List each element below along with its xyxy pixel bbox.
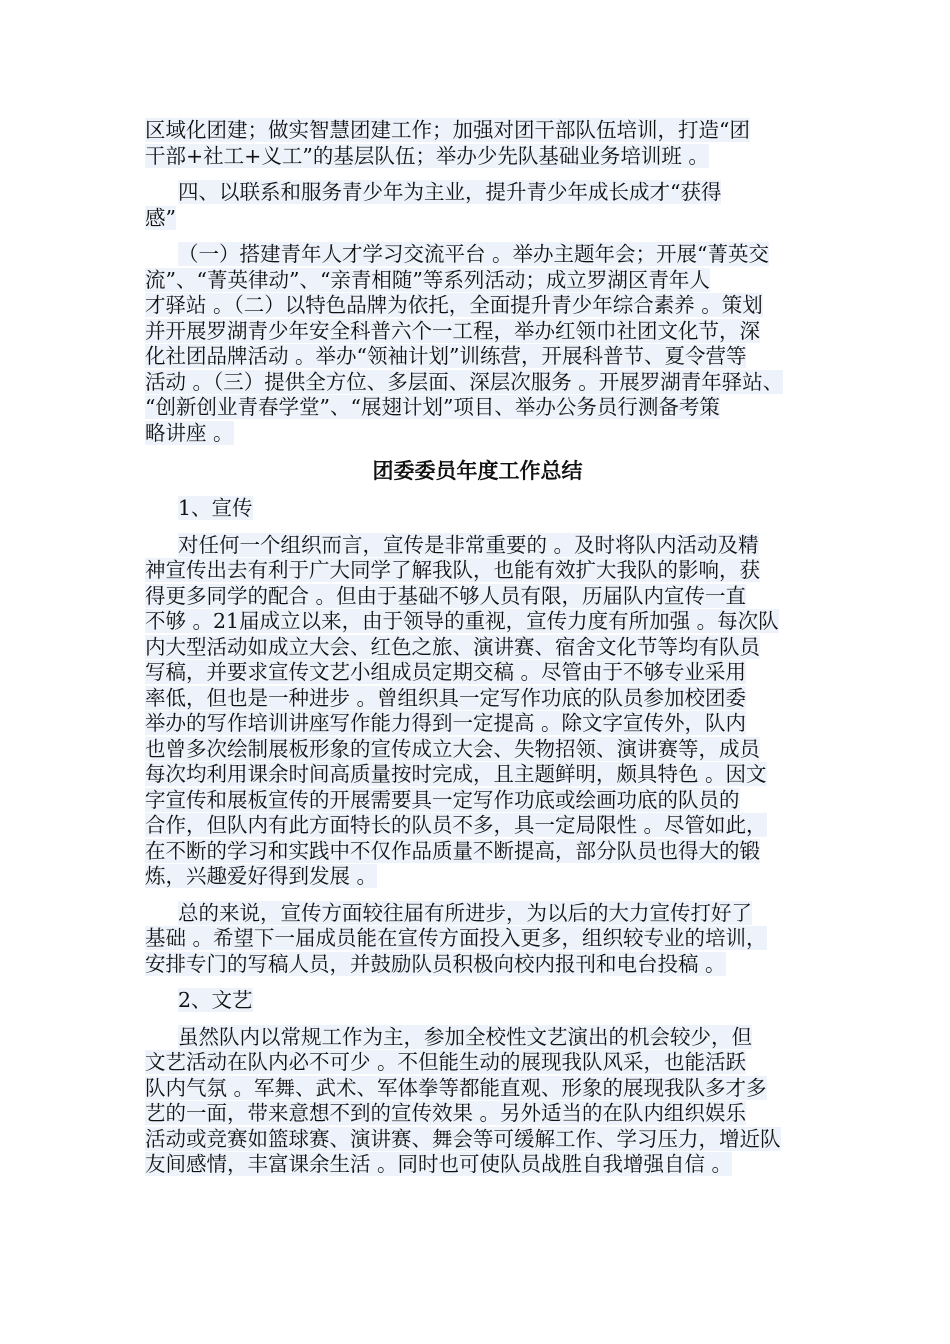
paragraph (145, 242, 810, 446)
paragraph (145, 180, 810, 231)
text-line-content: 队内气氛 。军舞、武术、军体拳等都能直观、形象的展现我队多才多 (145, 1075, 767, 1100)
paragraph-gap (145, 446, 810, 457)
text-line-content: 友间感情，丰富课余生活 。同时也可使队员战胜自我增强自信 。 (145, 1152, 733, 1176)
text-line-content: （一）搭建青年人才学习交流平台 。举办主题年会；开展“菁英交 (178, 242, 769, 266)
document-body (145, 118, 810, 1178)
text-line-content: 虽然队内以常规工作为主，参加全校性文艺演出的机会较少，但 (178, 1024, 752, 1049)
text-line (145, 421, 810, 447)
text-line (145, 370, 810, 396)
text-line-content: 总的来说，宣传方面较往届有所进步，为以后的大力宣传打好了 (178, 900, 752, 925)
text-line (145, 180, 810, 206)
text-line-content: 合作，但队内有此方面特长的队员不多，具一定局限性 。尽管如此， (145, 813, 767, 837)
text-line (145, 1025, 810, 1051)
text-line-content: 举办的写作培训讲座写作能力得到一定提高 。除文字宣传外，队内 (145, 711, 747, 735)
text-line-content: 区域化团建；做实智慧团建工作；加强对团干部队伍培训，打造“团 (145, 118, 750, 142)
text-line-content: 干部+社工+义工”的基层队伍；举办少先队基础业务培训班 。 (145, 143, 709, 168)
section-title: 团委委员年度工作总结 (372, 459, 583, 483)
text-line (145, 660, 810, 686)
text-line (145, 813, 810, 839)
text-line (145, 144, 810, 170)
paragraph (145, 1025, 810, 1178)
text-line-content: 字宣传和展板宣传的开展需要具一定写作功底或绘画功底的队员的 (145, 787, 740, 812)
text-line (145, 584, 810, 610)
text-line-content: 并开展罗湖青少年安全科普六个一工程，举办红领巾社团文化节，深 (145, 318, 760, 343)
paragraph-gap (145, 485, 810, 496)
text-line (145, 242, 810, 268)
text-line (145, 558, 810, 584)
paragraph (145, 496, 810, 522)
text-line (145, 1050, 810, 1076)
text-line-content: 才驿站 。（二）以特色品牌为依托，全面提升青少年综合素养 。策划 (145, 293, 763, 317)
text-line (145, 319, 810, 345)
text-line-content: 炼，兴趣爱好得到发展 。 (145, 864, 378, 888)
paragraph (145, 901, 810, 978)
text-line (145, 737, 810, 763)
text-line-content: 不够 。21届成立以来，由于领导的重视，宣传力度有所加强 。每次队 (145, 609, 779, 633)
text-line (145, 635, 810, 661)
text-line-content: 也曾多次绘制展板形象的宣传成立大会、失物招领、演讲赛等，成员 (145, 736, 760, 761)
text-line (145, 268, 810, 294)
text-line (145, 206, 810, 232)
text-line (145, 711, 810, 737)
text-line (145, 901, 810, 927)
text-line-content: 神宣传出去有利于广大同学了解我队，也能有效扩大我队的影响，获 (145, 558, 760, 582)
text-line (145, 496, 810, 522)
text-line-content: 基础 。希望下一届成员能在宣传方面投入更多，组织较专业的培训， (145, 926, 767, 950)
text-line (145, 533, 810, 559)
text-line (145, 788, 810, 814)
text-line-content: 文艺活动在队内必不可少 。不但能生动的展现我队风采，也能活跃 (145, 1050, 747, 1074)
paragraph (145, 118, 810, 169)
text-line-content: 每次均利用课余时间高质量按时完成，且主题鲜明，颇具特色 。因文 (145, 762, 767, 786)
text-line-content: 在不断的学习和实践中不仅作品质量不断提高，部分队员也得大的锻 (145, 838, 760, 863)
text-line (145, 1127, 810, 1153)
text-line-content: “创新创业青春学堂”、“展翅计划”项目、举办公务员行测备考策 (145, 395, 720, 419)
text-line (145, 1152, 810, 1178)
text-line (145, 344, 810, 370)
text-line-content: 略讲座 。 (145, 420, 234, 445)
paragraph-gap (145, 1014, 810, 1025)
text-line-content: 2、文艺 (178, 988, 253, 1012)
text-line (145, 118, 810, 144)
paragraph-gap (145, 231, 810, 242)
paragraph-gap (145, 169, 810, 180)
paragraph-gap (145, 977, 810, 988)
paragraph (145, 533, 810, 890)
text-line-content: 安排专门的写稿人员，并鼓励队员积极向校内报刊和电台投稿 。 (145, 951, 726, 976)
text-line (145, 926, 810, 952)
text-line (145, 864, 810, 890)
text-line-content: 活动或竞赛如篮球赛、演讲赛、舞会等可缓解工作、学习压力，增近队 (145, 1126, 781, 1151)
text-line (145, 988, 810, 1014)
text-line (145, 395, 810, 421)
text-line (145, 952, 810, 978)
paragraph (145, 988, 810, 1014)
text-line-content: 四、以联系和服务青少年为主业，提升青少年成长成才“获得 (178, 180, 722, 204)
text-line (145, 293, 810, 319)
text-line-content: 率低，但也是一种进步 。曾组织具一定写作功底的队员参加校团委 (145, 685, 747, 710)
text-line (145, 762, 810, 788)
text-line (145, 1101, 810, 1127)
text-line (145, 686, 810, 712)
paragraph-gap (145, 522, 810, 533)
text-line (145, 1076, 810, 1102)
text-line-content: 写稿，并要求宣传文艺小组成员定期交稿 。尽管由于不够专业采用 (145, 660, 747, 684)
text-line-content: 得更多同学的配合 。但由于基础不够人员有限，历届队内宣传一直 (145, 583, 747, 608)
text-line-content: 对任何一个组织而言，宣传是非常重要的 。及时将队内活动及精 (178, 532, 759, 557)
text-line-content: 化社团品牌活动 。举办“领袖计划”训练营，开展科普节、夏令营等 (145, 344, 747, 368)
text-line-content: 流”、“菁英律动”、“亲青相随”等系列活动；成立罗湖区青年人 (145, 267, 710, 292)
text-line-content: 1、宣传 (178, 496, 253, 520)
text-line (145, 609, 810, 635)
text-line-content: 内大型活动如成立大会、红色之旅、演讲赛、宿舍文化节等均有队员 (145, 634, 760, 659)
text-line (145, 839, 810, 865)
text-line-content: 活动 。（三）提供全方位、多层面、深层次服务 。开展罗湖青年驿站、 (145, 369, 784, 394)
text-line-content: 艺的一面，带来意想不到的宣传效果 。另外适当的在队内组织娱乐 (145, 1101, 747, 1125)
text-line-content: 感” (145, 205, 176, 230)
paragraph-gap (145, 890, 810, 901)
